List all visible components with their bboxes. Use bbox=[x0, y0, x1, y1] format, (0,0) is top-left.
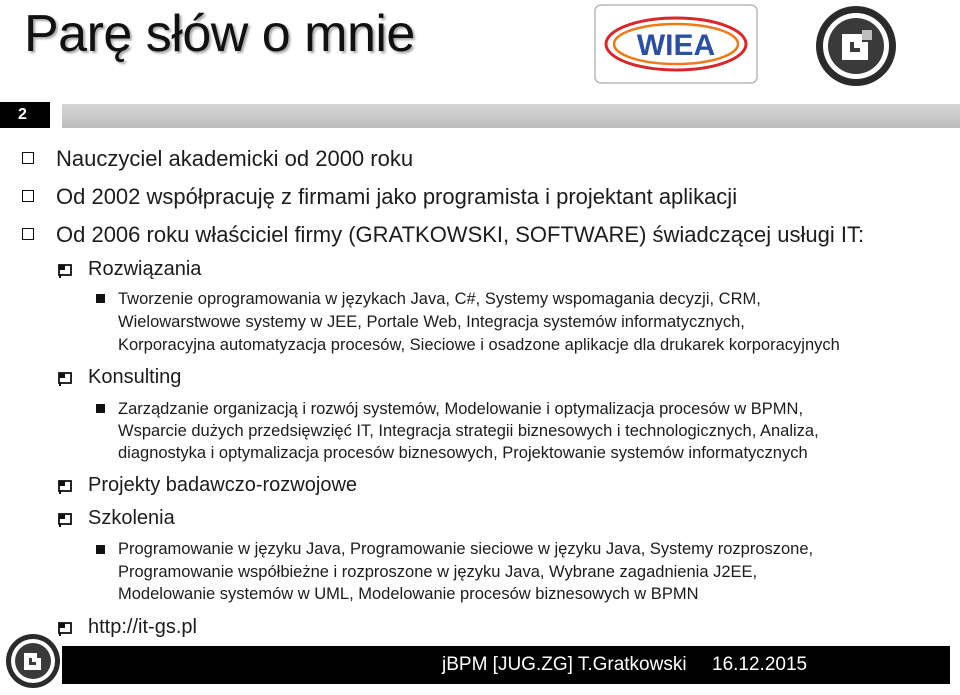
footer-author: jBPM [JUG.ZG] T.Gratkowski bbox=[442, 654, 687, 675]
square-bullet-icon bbox=[96, 545, 105, 554]
slide-number: 2 bbox=[0, 102, 50, 128]
checkbox-bullet-icon bbox=[22, 152, 34, 164]
section-rozwiazania: Rozwiązania bbox=[88, 258, 202, 280]
flag-bullet-icon bbox=[58, 264, 72, 278]
flag-bullet-icon bbox=[58, 372, 72, 386]
checkbox-bullet-icon bbox=[22, 228, 34, 240]
gs-logo-icon bbox=[812, 2, 900, 90]
bullet-2002: Od 2002 współpracuję z firmami jako programista i projektant aplikacji bbox=[56, 184, 738, 209]
wiea-logo-text: WIEA bbox=[636, 29, 716, 62]
square-bullet-icon bbox=[96, 404, 105, 413]
rozwiazania-line-2: Wielowarstwowe systemy w JEE, Portale Web, Integracja systemów informatycznych, bbox=[118, 313, 745, 331]
konsulting-line-3: diagnostyka i optymalizacja procesów biznesowych, Projektowanie systemów informatycznych bbox=[118, 444, 808, 462]
szkolenia-line-1: Programowanie w języku Java, Programowanie sieciowe w języku Java, Systemy rozproszone, bbox=[118, 540, 814, 558]
konsulting-line-2: Wsparcie dużych przedsięwzięć IT, Integracja strategii biznesowych i technologicznych, Analiza, bbox=[118, 422, 819, 440]
website-link[interactable]: http://it-gs.pl bbox=[88, 616, 197, 638]
section-szkolenia: Szkolenia bbox=[88, 507, 175, 529]
konsulting-line-1: Zarządzanie organizacją i rozwój systemów, Modelowanie i optymalizacja procesów w BPMN, bbox=[118, 400, 804, 418]
bullet-2006: Od 2006 roku właściciel firmy (GRATKOWSKI, SOFTWARE) świadczącej usługi IT: bbox=[56, 222, 865, 247]
szkolenia-line-3: Modelowanie systemów w UML, Modelowanie procesów biznesowych w BPMN bbox=[118, 585, 699, 603]
square-bullet-icon bbox=[96, 294, 105, 303]
slide-title: Parę słów o mnie bbox=[24, 5, 415, 63]
footer-date: 16.12.2015 bbox=[712, 654, 808, 675]
rozwiazania-line-1: Tworzenie oprogramowania w językach Java, C#, Systemy wspomagania decyzji, CRM, bbox=[118, 290, 761, 308]
wiea-logo bbox=[594, 4, 758, 84]
szkolenia-line-2: Programowanie współbieżne i rozproszone w języku Java, Wybrane zagadnienia J2EE, bbox=[118, 563, 758, 581]
flag-bullet-icon bbox=[58, 480, 72, 494]
rozwiazania-line-3: Korporacyjna automatyzacja procesów, Sieciowe i osadzone aplikacje dla drukarek korporacyjnych bbox=[118, 336, 840, 354]
bullet-academic: Nauczyciel akademicki od 2000 roku bbox=[56, 146, 414, 171]
section-konsulting: Konsulting bbox=[88, 366, 182, 388]
flag-bullet-icon bbox=[58, 513, 72, 527]
section-projekty: Projekty badawczo-rozwojowe bbox=[88, 474, 358, 496]
checkbox-bullet-icon bbox=[22, 190, 34, 202]
header-divider-bar bbox=[62, 104, 960, 128]
gs-logo-small-icon bbox=[4, 632, 62, 690]
